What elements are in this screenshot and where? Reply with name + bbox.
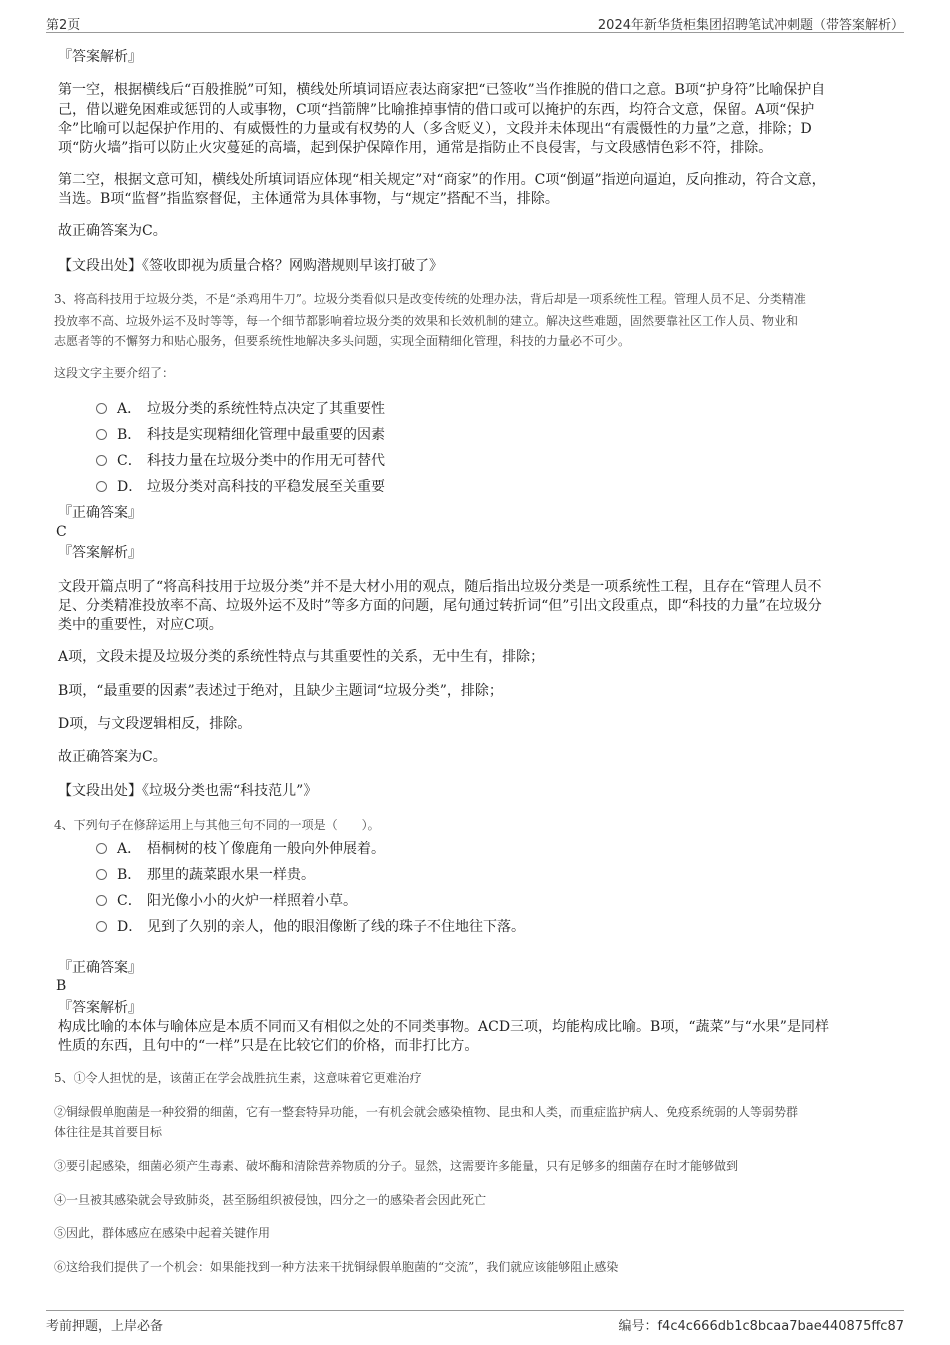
analysis-title: 『答案解析』 xyxy=(58,545,142,561)
answer-title: 『正确答案』 xyxy=(58,505,142,521)
page-number: 第2页 xyxy=(46,18,81,33)
answer-title: 『正确答案』 xyxy=(58,960,142,976)
question-5-item: ③要引起感染，细菌必须产生毒素、破坏酶和清除营养物质的分子。显然，这需要许多能量，只有足够多的细菌存在时才能够做到 xyxy=(54,1159,739,1173)
answer-value: B xyxy=(56,978,67,994)
analysis-line: 性质的东西，且句中的“一样”只是在比较它们的价格，而非打比方。 xyxy=(58,1038,479,1054)
option-a[interactable]: A． 梧桐树的枝丫像鹿角一般向外伸展着。 xyxy=(96,838,385,858)
conclusion: 故正确答案为C。 xyxy=(58,223,167,239)
analysis-line: 类中的重要性，对应C项。 xyxy=(58,617,223,633)
question-3-prompt: 这段文字主要介绍了： xyxy=(54,366,175,380)
radio-icon[interactable] xyxy=(96,481,107,492)
analysis-line: 己，借以避免困难或惩罚的人或事物，C项“挡箭牌”比喻推掉事情的借口或可以掩护的东西，均符合文意，保留。A项“保护 xyxy=(58,102,815,118)
footer-slogan: 考前押题，上岸必备 xyxy=(46,1319,164,1334)
option-d[interactable]: D． 见到了久别的亲人，他的眼泪像断了线的珠子不住地往下落。 xyxy=(96,916,525,936)
option-a[interactable]: A． 垃圾分类的系统性特点决定了其重要性 xyxy=(96,398,385,418)
analysis-line: 当选。B项“监督”指监察督促，主体通常为具体事物，与“规定”搭配不当，排除。 xyxy=(58,191,559,207)
option-b[interactable]: B． 那里的蔬菜跟水果一样贵。 xyxy=(96,864,315,884)
question-5-item: ②铜绿假单胞菌是一种狡猾的细菌，它有一整套特异功能，一有机会就会感染植物、昆虫和人类，而重症监护病人、免疫系统弱的人等弱势群 xyxy=(54,1105,799,1119)
option-d[interactable]: D． 垃圾分类对高科技的平稳发展至关重要 xyxy=(96,476,385,496)
analysis-line: 第一空，根据横线后“百般推脱”可知，横线处所填词语应表达商家把“已签收”当作推脱的借口之意。B项“护身符”比喻保护自 xyxy=(58,82,826,98)
analysis-line: 项“防火墙”指可以防止火灾蔓延的高墙，起到保护保障作用，通常是指防止不良侵害，与文段感情色彩不符，排除。 xyxy=(58,140,773,156)
radio-icon[interactable] xyxy=(96,429,107,440)
source-line: 【文段出处】《签收即视为质量合格？网购潜规则早该打破了》 xyxy=(58,258,443,274)
radio-icon[interactable] xyxy=(96,869,107,880)
radio-icon[interactable] xyxy=(96,403,107,414)
radio-icon[interactable] xyxy=(96,843,107,854)
question-3-stem: 志愿者等的不懈努力和贴心服务，但要系统性地解决多头问题，实现全面精细化管理，科技的力量必不可少。 xyxy=(54,334,631,348)
analysis-line: D项，与文段逻辑相反，排除。 xyxy=(58,716,252,732)
analysis-title: 『答案解析』 xyxy=(58,49,142,65)
radio-icon[interactable] xyxy=(96,455,107,466)
analysis-line: 文段开篇点明了“将高科技用于垃圾分类”并不是大材小用的观点，随后指出垃圾分类是一项系统性工程，且存在“管理人员不 xyxy=(58,579,822,595)
analysis-title: 『答案解析』 xyxy=(58,1000,142,1016)
question-5-item: 体往往是其首要目标 xyxy=(54,1125,163,1139)
option-b[interactable]: B． 科技是实现精细化管理中最重要的因素 xyxy=(96,424,385,444)
conclusion: 故正确答案为C。 xyxy=(58,749,167,765)
option-c[interactable]: C． 科技力量在垃圾分类中的作用无可替代 xyxy=(96,450,385,470)
analysis-line: 构成比喻的本体与喻体应是本质不同而又有相似之处的不同类事物。ACD三项，均能构成比喻。B项，“蔬菜”与“水果”是同样 xyxy=(58,1019,829,1035)
answer-value: C xyxy=(56,524,67,540)
analysis-line: B项，“最重要的因素”表述过于绝对，且缺少主题词“垃圾分类”，排除； xyxy=(58,683,503,699)
document-id: 编号：f4c4c666db1c8bcaa7bae440875ffc87 xyxy=(618,1319,904,1334)
question-5-item: ⑥这给我们提供了一个机会：如果能找到一种方法来干扰铜绿假单胞菌的“交流”，我们就应该能够阻止感染 xyxy=(54,1260,619,1274)
analysis-line: 伞”比喻可以起保护作用的、有威慑性的力量或有权势的人（多含贬义），文段并未体现出“有震慑性的力量”之意，排除；D xyxy=(58,121,812,137)
radio-icon[interactable] xyxy=(96,921,107,932)
analysis-line: A项，文段未提及垃圾分类的系统性特点与其重要性的关系，无中生有，排除； xyxy=(58,649,545,665)
radio-icon[interactable] xyxy=(96,895,107,906)
page-header xyxy=(46,10,904,33)
analysis-line: 足、分类精准投放率不高、垃圾外运不及时”等多方面的问题，尾句通过转折词“但”引出文段重点，即“科技的力量”在垃圾分 xyxy=(58,598,822,614)
question-4-stem: 4、下列句子在修辞运用上与其他三句不同的一项是（ ）。 xyxy=(54,818,380,832)
question-3-stem: 3、将高科技用于垃圾分类，不是“杀鸡用牛刀”。垃圾分类看似只是改变传统的处理办法，背后却是一项系统性工程。管理人员不足、分类精准 xyxy=(54,292,806,306)
source-line: 【文段出处】《垃圾分类也需“科技范儿”》 xyxy=(58,783,318,799)
question-5-item: ⑤因此，群体感应在感染中起着关键作用 xyxy=(54,1226,271,1240)
document-title: 2024年新华货柜集团招聘笔试冲刺题（带答案解析） xyxy=(597,18,904,33)
analysis-line: 第二空，根据文意可知，横线处所填词语应体现“相关规定”对“商家”的作用。C项“倒逼”指逆向逼迫，反向推动，符合文意， xyxy=(58,172,826,188)
page-footer xyxy=(46,1310,904,1335)
question-3-stem: 投放率不高、垃圾外运不及时等等，每一个细节都影响着垃圾分类的效果和长效机制的建立。解决这些难题，固然要靠社区工作人员、物业和 xyxy=(54,314,799,328)
option-c[interactable]: C． 阳光像小小的火炉一样照着小草。 xyxy=(96,890,357,910)
question-5-item: ④一旦被其感染就会导致肺炎，甚至肠组织被侵蚀，四分之一的感染者会因此死亡 xyxy=(54,1193,487,1207)
question-5-item: 5、①令人担忧的是，该菌正在学会战胜抗生素，这意味着它更难治疗 xyxy=(54,1071,422,1085)
